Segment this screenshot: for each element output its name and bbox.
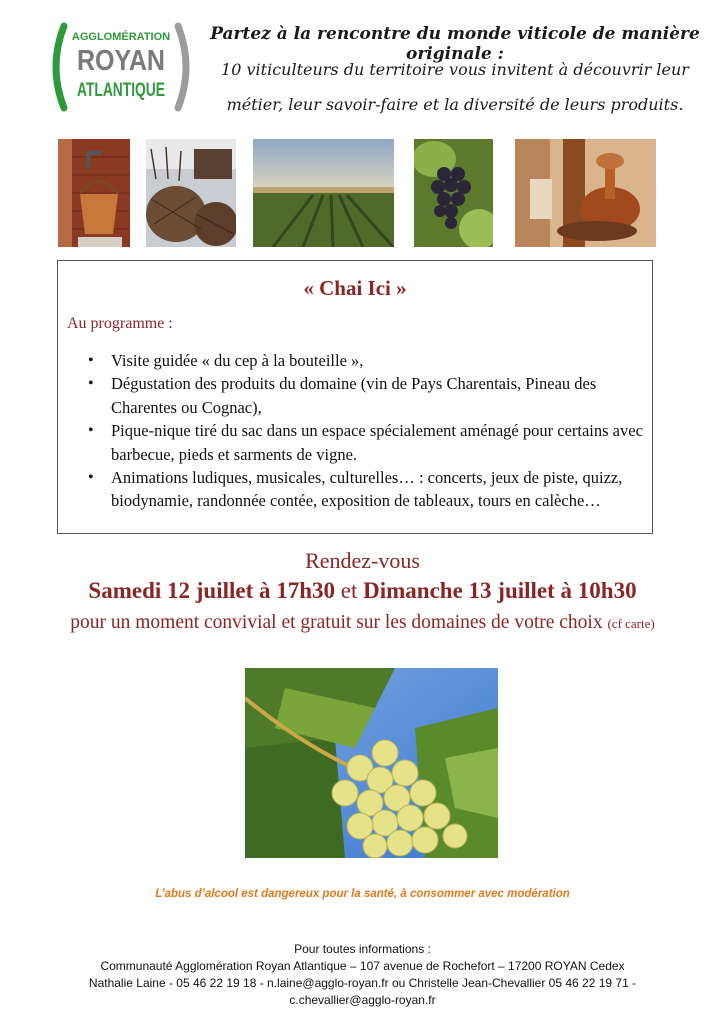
list-item: • Visite guidée « du cep à la bouteille »,: [86, 349, 646, 372]
contact-phones: Nathalie Laine - 05 46 22 19 18 - n.laine@agglo-royan.fr ou Christelle Jean-Chevallier 05 46 22 19 71 -: [88, 976, 637, 990]
logo-line3: ATLANTIQUE: [77, 80, 165, 101]
date-sunday: Dimanche 13 juillet à 10h30: [363, 578, 637, 603]
logo-line2: ROYAN: [77, 45, 165, 77]
program-list: [86, 349, 646, 513]
program-box: [57, 260, 653, 534]
photo-copper-still: [515, 139, 656, 247]
list-item: • Pique-nique tiré du sac dans un espace spécialement aménagé pour certains avec barbecue, pieds et sarments de vigne.: [86, 419, 646, 466]
date-saturday: Samedi 12 juillet à 17h30: [88, 578, 336, 603]
photo-red-grapes: [414, 139, 493, 247]
tagline-note: (cf carte): [607, 616, 655, 631]
list-item: • Dégustation des produits du domaine (vin de Pays Charentais, Pineau des Charentes ou Cognac),: [86, 372, 646, 419]
photo-copper-bucket: [58, 139, 130, 247]
contact-address: Communauté Agglomération Royan Atlantique – 107 avenue de Rochefort – 17200 ROYAN Cedex: [100, 959, 625, 973]
tagline-text: pour un moment convivial et gratuit sur les domaines de votre choix: [70, 612, 603, 633]
photo-vine-cuttings: [146, 139, 236, 247]
header-line-2: 10 viticulteurs du territoire vous invitent à découvrir leur: [221, 60, 689, 79]
header-line-3: métier, leur savoir-faire et la diversité de leurs produits.: [226, 95, 684, 114]
logo-line1: AGGLOMÉRATION: [71, 31, 171, 43]
alcohol-warning: L’abus d’alcool est dangereux pour la santé, à consommer avec modération: [155, 888, 570, 900]
rendezvous-tagline: [0, 612, 725, 634]
rendezvous-label: Rendez-vous: [305, 548, 420, 573]
contact-block: [0, 941, 725, 1009]
royan-atlantique-logo: [50, 22, 195, 112]
program-title: « Chai Ici »: [303, 276, 407, 300]
photo-white-grapes: [245, 668, 498, 858]
date-connector: et: [340, 578, 358, 603]
contact-email: c.chevallier@agglo-royan.fr: [289, 993, 436, 1007]
contact-heading: Pour toutes informations :: [294, 942, 431, 956]
list-item: • Animations ludiques, musicales, culturelles… : concerts, jeux de piste, quizz, biodynamie, randonnée contée, exposition de tableaux, tours en calèche…: [86, 466, 646, 513]
photo-vineyard-landscape: [253, 139, 394, 247]
rendezvous-dates: [0, 578, 725, 604]
program-subtitle: Au programme :: [67, 315, 173, 332]
header-headline: Partez à la rencontre du monde viticole de manière originale :: [210, 24, 700, 64]
